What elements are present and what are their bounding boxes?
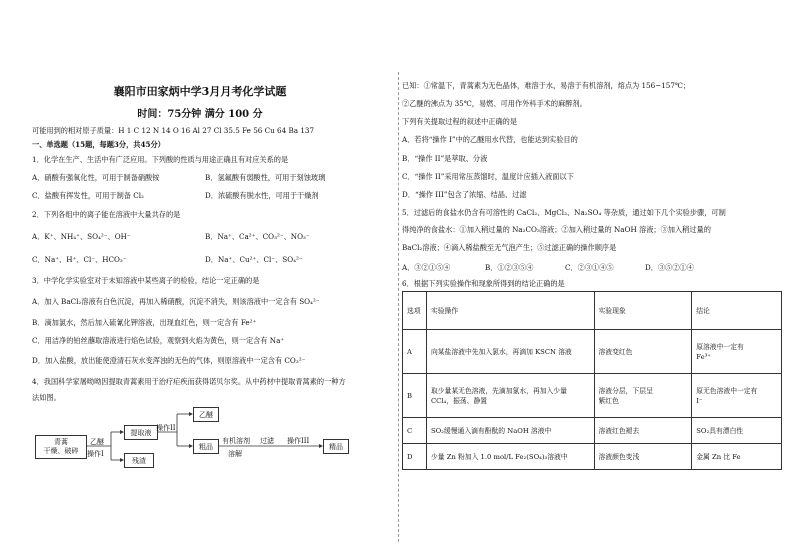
flow-crude-box: 粗品 (193, 439, 219, 454)
conclusion-line: 原无色溶液中一定有 (696, 386, 758, 395)
flow-op1-label: 操作I (87, 450, 104, 458)
phenomenon-line: 紫红色 (598, 396, 619, 405)
flow-filter-label: 过滤 (260, 437, 274, 445)
table-cell-operation (426, 374, 594, 418)
q5-option-d: D．③⑤②①④ (645, 263, 694, 272)
q2-option-b: B．Na⁺、Ca²⁺、CO₃²⁻、NO₃⁻ (205, 232, 310, 241)
q1-option-c: C．盐酸有挥发性，可用于制备 Cl₂ (32, 191, 144, 200)
table-row (403, 374, 782, 418)
q3-option-a: A．加入 BaCl₂溶液有白色沉淀，再加入稀硝酸，沉淀不消失，则该溶液中一定含有 SO₄²⁻ (32, 297, 320, 306)
results-table (402, 291, 782, 470)
table-cell-phenomenon (594, 374, 692, 418)
table-cell-conclusion: 金属 Zn 比 Fe (692, 444, 782, 470)
flow-ether-out-box: 乙醚 (193, 407, 219, 422)
table-cell-option: B (403, 374, 427, 418)
q5-option-b: B．①②③⑤④ (485, 263, 534, 272)
question-2: 2．下列各组中的离子能在溶液中大量共存的是 (32, 210, 181, 219)
q2-option-a: A．K⁺、NH₄⁺、SO₄²⁻、OH⁻ (32, 232, 131, 241)
question-5-cont2: BaCl₂溶液；④滴入稀盐酸至无气泡产生；⑤过滤正确的操作顺序是 (402, 243, 617, 252)
q4-option-a: A．若将“操作 I”中的乙醚用水代替，也能达到实验目的 (402, 135, 578, 144)
question-5: 5．过滤后的食盐水仍含有可溶性的 CaCl₂、MgCl₂、Na₂SO₄ 等杂质，通过如下几个实验步骤，可制 (402, 208, 726, 217)
exam-time-score: 时间：75分钟 满分 100 分 (137, 109, 263, 120)
q1-option-b: B．氢氟酸有弱酸性，可用于刻蚀玻璃 (205, 173, 326, 182)
flow-solvent-label: 有机溶剂 (222, 437, 250, 445)
table-header-row (403, 292, 782, 330)
table-cell-conclusion (692, 374, 782, 418)
table-cell-phenomenon: 溶液颜色变浅 (594, 444, 692, 470)
q3-option-d: D．加入盐酸，放出能使澄清石灰水变浑浊的无色的气体，则原溶液中一定含有 CO₃²⁻ (32, 356, 306, 365)
flow-start-sublabel: 干燥、破碎 (43, 447, 79, 455)
flow-extract-box: 提取液 (124, 425, 158, 440)
table-row (403, 330, 782, 374)
table-header: 结论 (692, 292, 782, 330)
known-info-2: ②乙醚的沸点为 35℃，易燃、可用作外科手术的麻醉剂。 (402, 99, 587, 108)
q2-option-c: C．Na⁺、H⁺、Cl⁻、HCO₃⁻ (32, 255, 127, 264)
table-cell-phenomenon: 溶液红色褪去 (594, 418, 692, 444)
table-cell-operation: 少量 Zn 粉加入 1.0 mol/L Fe₂(SO₄)₃溶液中 (426, 444, 594, 470)
flow-op2-label: 操作II (156, 424, 176, 432)
conclusion-line: Fe³⁺ (696, 352, 711, 361)
flow-start-box (35, 435, 87, 459)
table-row (403, 418, 782, 444)
question-4: 4．我国科学家屠呦呦因提取青蒿素用于治疗疟疾而获得诺贝尔奖。从中药材中提取青蒿素的一种方 (32, 377, 346, 386)
exam-title: 襄阳市田家炳中学3月月考化学试题 (113, 85, 287, 98)
table-cell-conclusion (692, 330, 782, 374)
operation-line: 取少量某无色溶液，先滴加氯水，再加入少量 (430, 386, 567, 395)
flow-product-box: 精品 (323, 439, 349, 454)
operation-line: CCl₄，振荡、静置 (430, 396, 488, 405)
flow-op3-label: 操作III (287, 437, 310, 445)
q4-option-b: B．“操作 II”是萃取、分液 (402, 154, 488, 163)
q3-option-c: C．用洁净的铂丝蘸取溶液进行焰色试验，观察到火焰为黄色，则一定含有 Na⁺ (32, 336, 285, 345)
table-header: 选项 (403, 292, 427, 330)
q4-option-c: C．“操作 II”采用常压蒸馏时，温度计应插入液面以下 (402, 172, 574, 181)
table-cell-option: D (403, 444, 427, 470)
flow-ether-label: 乙醚 (90, 438, 104, 446)
flow-residue-box: 残渣 (124, 453, 154, 468)
q4-option-d: D．“操作 III”包含了浓缩、结晶、过滤 (402, 190, 527, 199)
table-cell-option: C (403, 418, 427, 444)
section-heading: 一、单选题（15题，每题3分，共45分） (32, 140, 165, 149)
known-info-1: 已知：①常温下，青蒿素为无色晶体，难溶于水，易溶于有机溶剂，熔点为 156~157℃； (402, 81, 691, 90)
q1-option-d: D．浓硫酸有脱水性，可用于干燥剂 (205, 191, 319, 200)
question-3: 3．中学化学实验室对于未知溶液中某些离子的检验，结论一定正确的是 (32, 276, 260, 285)
table-cell-phenomenon: 溶液变红色 (594, 330, 692, 374)
table-header: 实验现象 (594, 292, 692, 330)
q2-option-d: D．Na⁺、Cu²⁺、Cl⁻、SO₄²⁻ (205, 255, 303, 264)
q5-option-a: A．③②①⑤④ (402, 263, 451, 272)
q4-ask: 下列有关提取过程的叙述中正确的是 (402, 117, 518, 126)
flow-dissolve-label: 溶解 (228, 450, 242, 458)
table-cell-operation: 向某盐溶液中先加入氯水，再滴加 KSCN 溶液 (426, 330, 594, 374)
question-1: 1．化学在生产、生活中有广泛应用。下列酸的性质与用途正确且有对应关系的是 (32, 155, 289, 164)
q3-option-b: B．滴加氯水，然后加入硫氰化钾溶液，出现血红色，则一定含有 Fe²⁺ (32, 318, 257, 327)
q1-option-a: A．硝酸有强氧化性，可用于制备硝酸铵 (32, 173, 160, 182)
atomic-masses: 可能用到的相对原子质量：H 1 C 12 N 14 O 16 Al 27 Cl 35.5 Fe 56 Cu 64 Ba 137 (32, 126, 315, 135)
conclusion-line: 原溶液中一定有 (696, 342, 744, 351)
question-4-cont: 法如图。 (32, 393, 61, 402)
table-row (403, 444, 782, 470)
flow-start-label: 青蒿 (54, 438, 68, 446)
q5-option-c: C．②③①④⑤ (565, 263, 614, 272)
table-cell-option: A (403, 330, 427, 374)
table-cell-conclusion: SO₂具有漂白性 (692, 418, 782, 444)
question-6: 6．根据下列实验操作和现象所得到的结论正确的是 (402, 279, 565, 288)
table-header: 实验操作 (426, 292, 594, 330)
phenomenon-line: 溶液分层，下层呈 (598, 386, 653, 395)
question-5-cont: 得纯净的食盐水：①加入稍过量的 Na₂CO₃溶液；②加入稍过量的 NaOH 溶液；③加入稍过量的 (402, 225, 711, 234)
conclusion-line: I⁻ (696, 396, 703, 405)
table-cell-operation: SO₂缓慢通入滴有酚酞的 NaOH 溶液中 (426, 418, 594, 444)
